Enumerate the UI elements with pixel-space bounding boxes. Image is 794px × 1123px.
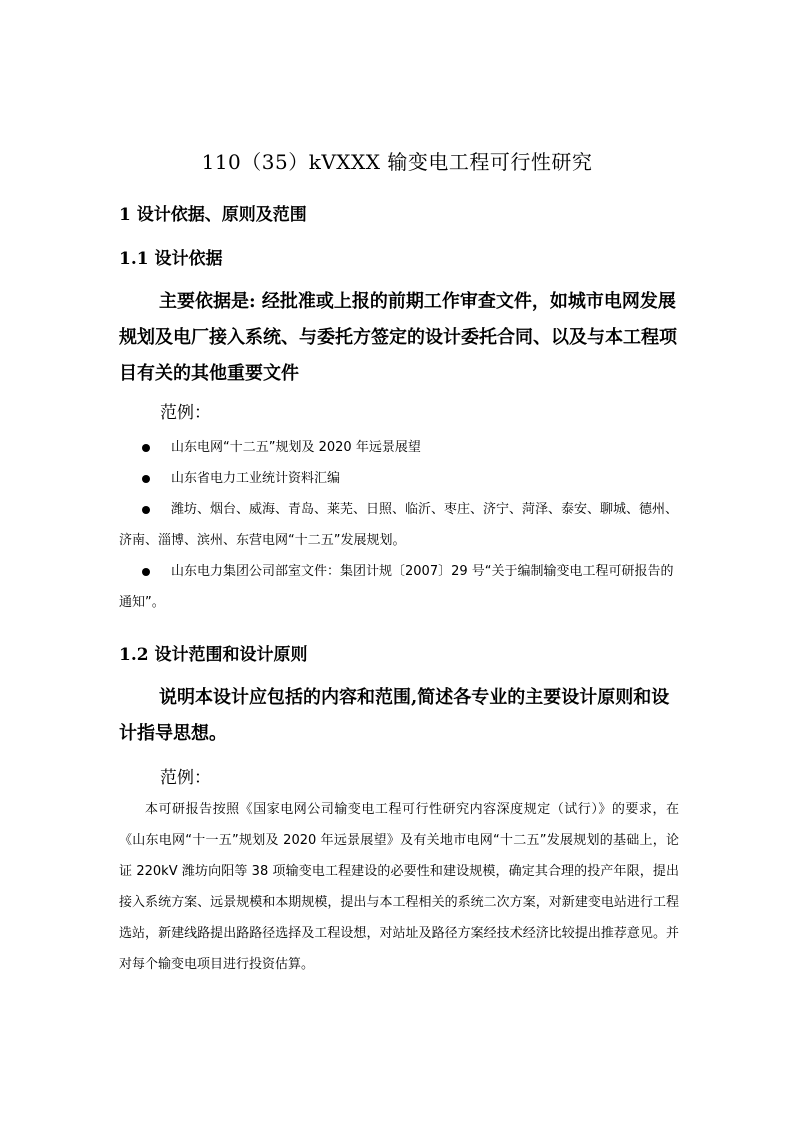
bullet-dot-icon [142,568,150,576]
document-title: 110（35）kVXXX 输变电工程可行性研究 [201,150,593,174]
section-1-2-heading: 1.2 设计范围和设计原则 [119,645,308,665]
list-item [119,432,679,463]
list-item-text: 潍坊、烟台、威海、青岛、莱芜、日照、临沂、枣庄、济宁、菏泽、泰安、聊城、德州、济南、淄博、滨州、东营电网“十二五”发展规划。 [119,502,679,548]
bullet-dot-icon [142,506,150,514]
section-1-heading: 1 设计依据、原则及范围 [119,205,307,225]
list-item [119,494,679,556]
example-label-1: 范例： [160,403,211,423]
section-1-1-main-text: 主要依据是: 经批准或上报的前期工作审查文件，如城市电网发展规划及电厂接入系统、与委托方签定的设计委托合同、以及与本工程项目有关的其他重要文件 [119,291,677,384]
section-1-1-heading: 1.1 设计依据 [119,249,223,269]
list-item-text: 山东电力集团公司部室文件：集团计规〔2007〕29 号“关于编制输变电工程可研报告的通知”。 [119,564,674,610]
bullet-dot-icon [142,444,150,452]
list-item [119,463,679,494]
list-item-text: 山东省电力工业统计资料汇编 [171,471,341,486]
section-1-2-body-text: 本可研报告按照《国家电网公司输变电工程可行性研究内容深度规定（试行）》的要求，在《山东电网“十一五”规划及 2020 年远景展望》及有关地市电网“十二五”发展规划的基础上，论证 220kV 潍坊向阳等 38 项输变电工程建设的必要性和建设规模，确定其合理的投产年限，提出接入系统方案、远景规模和本期规模，提出与本工程相关的系统二次方案，对新建变电站进行工程选站，新建线路提出路路径选择及工程设想，对站址及路径方案经技术经济比较提出推荐意见。并对每个输变电项目进行投资估算。 [119,802,679,972]
section-1-2-main-text: 说明本设计应包括的内容和范围,简述各专业的主要设计原则和设计指导思想。 [119,687,670,744]
list-item [119,556,679,618]
bullet-dot-icon [142,475,150,483]
basis-bullet-list [119,432,679,618]
example-label-2: 范例： [160,768,211,788]
list-item-text: 山东电网“十二五”规划及 2020 年远景展望 [171,440,421,455]
